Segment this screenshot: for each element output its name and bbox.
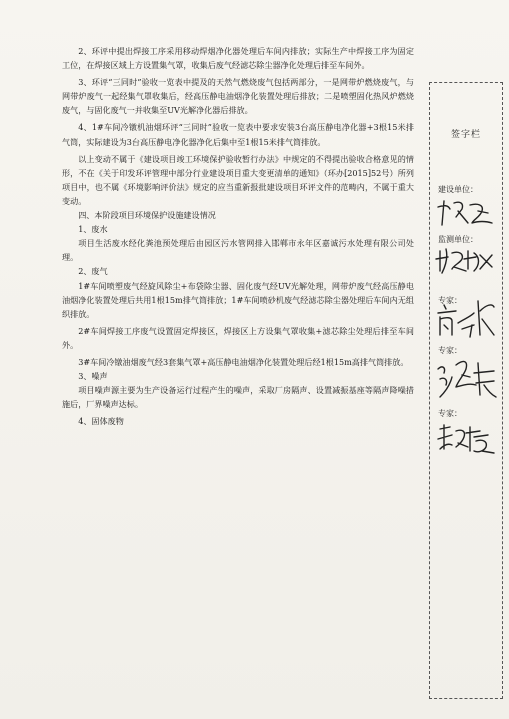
signature-column: [429, 82, 503, 699]
paragraph-noise: 项目噪声源主要为生产设备运行过程产生的噪声，采取厂房隔声、设置减振基座等隔声降噪措施后，厂界噪声达标。: [62, 385, 414, 410]
expert-signature-3: [434, 421, 500, 457]
paragraph-waste-gas-3: 3#车间冷镦油烟废气经3套集气罩+高压静电油烟净化装置处理后经1根15m高排气筒排放。: [78, 356, 409, 367]
paragraph-wastewater: 项目生活废水经化粪池预处理后由园区污水管网排入邯郸市永年区嘉诚污水处理有限公司处理。: [62, 238, 414, 263]
paragraph-change-conclusion: 以上变动不属于《建设项目竣工环境保护验收暂行办法》中规定的不得提出验收合格意见的情形，不在《关于印发环评管理中部分行业建设项目重大变更清单的通知》（环办[2015]52号）所列项目中，也不属《环境影响评价法》规定的应当重新报批建设项目环评文件的范畴内，不属于重大变动。: [62, 153, 414, 206]
paragraph-waste-gas-1: 1#车间喷塑废气经旋风除尘+布袋除尘器、固化废气经UV光解处理，网带炉废气经高压静电油烟净化装置处理后共用1根15m排气筒排放；1#车间喷砂机废气经滤芯除尘器处理后车间内无组织排放。: [62, 280, 414, 319]
paragraph-item-4: 4、1#车间冷镦机油烟环评“三同时”验收一览表中要求安装3台高压静电净化器+3根15米排气筒，实际建设为3台高压静电净化器净化后集中至1根15米排气筒排放。: [62, 122, 414, 147]
section-heading-4: 四、本阶段项目环境保护设施建设情况: [78, 210, 216, 221]
expert-signature-1: [434, 295, 500, 339]
expert-signature-2: [434, 355, 500, 401]
expert-label-3: 专家：: [438, 409, 462, 418]
expert-label-2: 专家：: [438, 346, 462, 355]
subheading-wastewater: 1、废水: [78, 224, 108, 235]
subheading-noise: 3、噪声: [78, 371, 108, 382]
paragraph-waste-gas-2: 2#车间焊接工序废气设置固定焊接区，焊接区上方设集气罩收集+滤芯除尘处理后排至车间外。: [62, 325, 414, 350]
signature-column-title: 签字栏: [450, 130, 481, 140]
paragraph-item-3: 3、环评“三同时”验收一览表中提及的天然气燃烧废气包括两部分，一是网带炉燃烧废气，与网带炉废气一起经集气罩收集后，经高压静电油烟净化装置处理后排放；二是喷塑固化热风炉燃烧废气，与固化废气一并收集至UV光解净化器后排放。: [62, 77, 414, 116]
expert-label-1: 专家：: [438, 296, 462, 305]
paragraph-item-2: 2、环评中提出焊接工序采用移动焊烟净化器处理后车间内排放；实际生产中焊接工序为固定工位，在焊接区域上方设置集气罩，收集后废气经滤芯除尘器净化处理后排至车间外。: [62, 46, 414, 71]
subheading-solid-waste: 4、固体废物: [78, 416, 124, 427]
construction-unit-label: 建设单位：: [438, 185, 478, 194]
subheading-waste-gas: 2、废气: [78, 266, 108, 277]
construction-unit-signature: [434, 197, 500, 231]
document-body: [62, 44, 414, 428]
monitoring-unit-label: 监测单位：: [438, 235, 478, 244]
monitoring-unit-signature: [434, 245, 500, 277]
